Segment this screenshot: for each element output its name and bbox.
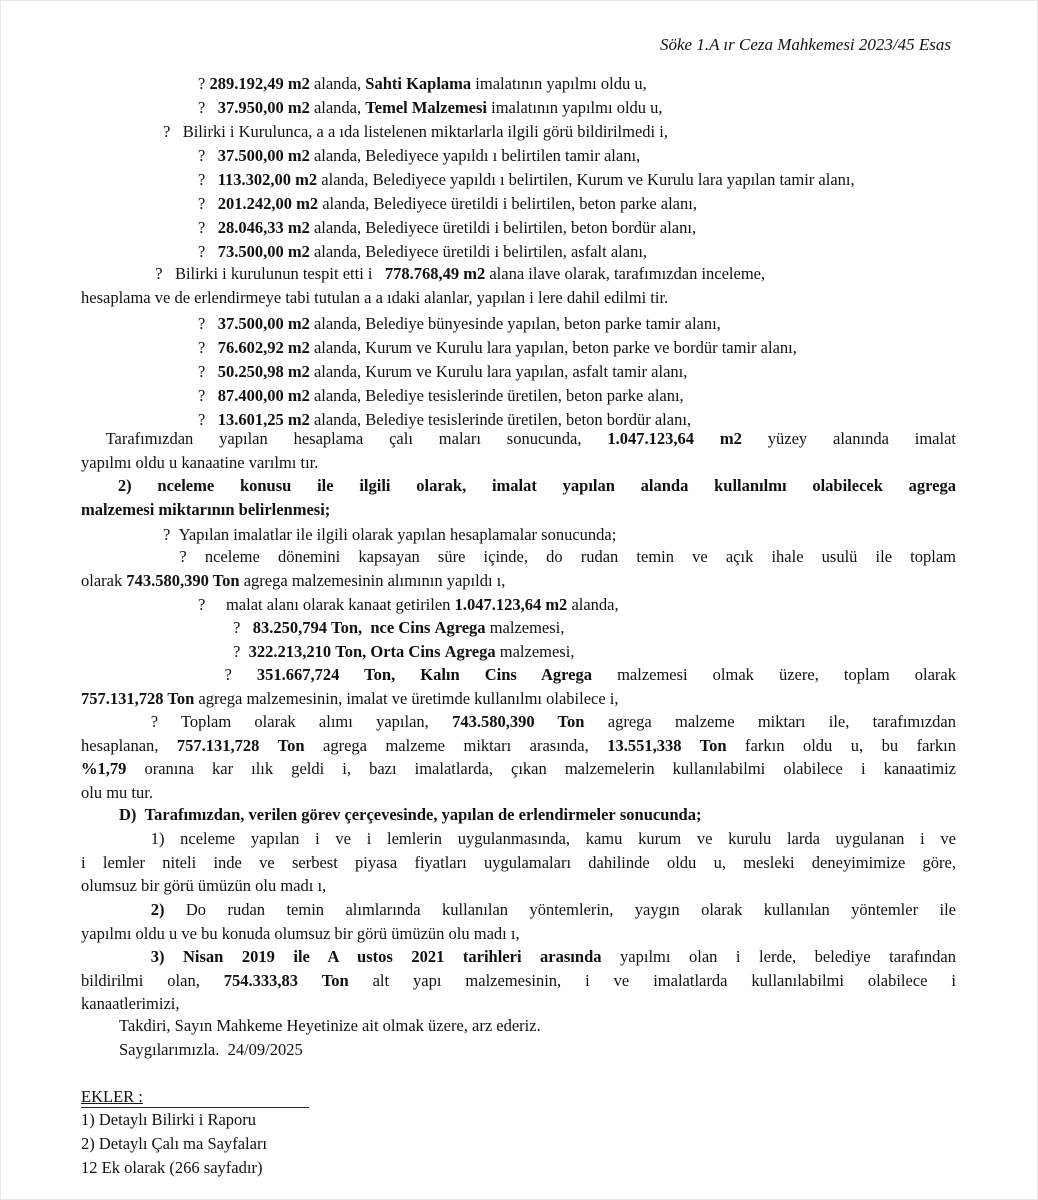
paragraph-line: olumsuz bir görü ümüzün olu madı ı, [81, 876, 327, 895]
list-item: ? 13.601,25 m2 alanda, Belediye tesislerinde üretilen, beton bordür alanı, [198, 410, 692, 429]
ekler-item-2: 2) Detaylı Çalı ma Sayfaları [81, 1134, 268, 1153]
list-item: ? 50.250,98 m2 alanda, Kurum ve Kurulu lara yapılan, asfalt tamir alanı, [198, 362, 688, 381]
text-line: ? 83.250,794 Ton, nce Cins Agrega malzemesi, [233, 618, 565, 637]
text-line: ? malat alanı olarak kanaat getirilen 1.047.123,64 m2 alanda, [198, 595, 619, 614]
paragraph-line: 757.131,728 Ton agrega malzemesinin, imalat ve üretimde kullanılmı olabilece i, [81, 688, 619, 708]
paragraph-line: ? Bilirki i kurulunun tespit etti i 778.768,49 m2 alana ilave olarak, tarafımızdan inceleme, [155, 264, 766, 283]
paragraph-line: i lemler niteli inde ve serbest piyasa fiyatları uygulamaları dahilinde oldu u, mesleki deneyimimize göre, [81, 852, 956, 872]
paragraph-line: hesaplama ve de erlendirmeye tabi tutulan a a ıdaki alanlar, yapılan i lere dahil edilmi tir. [81, 288, 669, 307]
paragraph-line: %1,79 oranına kar ılık geldi i, bazı imalatlarda, çıkan malzemelerin kullanılabilmi olabilece i kanaatimiz [81, 759, 956, 778]
list-item: ? 73.500,00 m2 alanda, Belediyece üretildi i belirtilen, asfalt alanı, [198, 242, 648, 261]
list-item: ? Bilirki i Kurulunca, a a ıda listelenen miktarlarla ilgili görü bildirilmedi i, [163, 122, 668, 141]
paragraph-line: kanaatlerimizi, [81, 994, 180, 1013]
ekler-item-1: 1) Detaylı Bilirki i Raporu [81, 1110, 257, 1129]
list-item: ? 37.500,00 m2 alanda, Belediye bünyesinde yapılan, beton parke tamir alanı, [198, 314, 721, 333]
paragraph-line: olu mu tur. [81, 782, 153, 802]
text-line: Takdiri, Sayın Mahkeme Heyetinize ait olmak üzere, arz ederiz. [119, 1016, 541, 1035]
paragraph-line: 3) Nisan 2019 ile A ustos 2021 tarihleri arasında yapılmı olan i lerde, belediye tarafından [150, 947, 956, 966]
paragraph-line: olarak 743.580,390 Ton agrega malzemesinin alımının yapıldı ı, [81, 570, 506, 590]
paragraph-line: ? nceleme dönemini kapsayan süre içinde, do rudan temin ve açık ihale usulü ile toplam [179, 547, 956, 566]
ekler-divider [81, 1107, 309, 1108]
list-item: ? 289.192,49 m2 alanda, Sahti Kaplama imalatının yapılmı oldu u, [198, 74, 647, 93]
paragraph-line: Tarafımızdan yapılan hesaplama çalı maları sonucunda, 1.047.123,64 m2 yüzey alanında imalat [105, 429, 956, 448]
text-line: D) Tarafımızdan, verilen görev çerçevesinde, yapılan de erlendirmeler sonucunda; [119, 805, 702, 824]
text-line: ? 322.213,210 Ton, Orta Cins Agrega malzemesi, [233, 642, 575, 661]
ekler-item-3: 12 Ek olarak (266 sayfadır) [81, 1158, 263, 1177]
list-item: ? 87.400,00 m2 alanda, Belediye tesislerinde üretilen, beton parke alanı, [198, 386, 684, 405]
list-item: ? 201.242,00 m2 alanda, Belediyece üretildi i belirtilen, beton parke alanı, [198, 194, 697, 213]
paragraph-line: 2) Do rudan temin alımlarında kullanılan yöntemlerin, yaygın olarak kullanılan yöntemler ile [150, 900, 956, 919]
paragraph-line: 1) nceleme yapılan i ve i lemlerin uygulanmasında, kamu kurum ve kurulu larda uygulanan i ve [150, 829, 956, 848]
text-line: Saygılarımızla. 24/09/2025 [119, 1040, 303, 1059]
paragraph-line: yapılmı oldu u ve bu konuda olumsuz bir görü ümüzün olu madı ı, [81, 923, 520, 943]
paragraph-line: yapılmı oldu u kanaatine varılmı tır. [81, 452, 319, 472]
text-line: ? Yapılan imalatlar ile ilgili olarak yapılan hesaplamalar sonucunda; [163, 525, 617, 544]
list-item: ? 28.046,33 m2 alanda, Belediyece üretildi i belirtilen, beton bordür alanı, [198, 218, 697, 237]
list-item: ? 37.950,00 m2 alanda, Temel Malzemesi imalatının yapılmı oldu u, [198, 98, 663, 117]
paragraph-line: hesaplanan, 757.131,728 Ton agrega malzeme miktarı arasında, 13.551,338 Ton farkın oldu u, bu farkın [81, 735, 956, 755]
paragraph-line: bildirilmi olan, 754.333,83 Ton alt yapı malzemesinin, i ve imalatlarda kullanılabilmi olabilece i [81, 970, 957, 990]
paragraph-line: 2) nceleme konusu ile ilgili olarak, imalat yapılan alanda kullanılmı olabilecek agrega [117, 476, 956, 495]
paragraph-line: malzemesi miktarının belirlenmesi; [81, 499, 331, 519]
ekler-title: EKLER : [81, 1087, 143, 1106]
paragraph-line: ? 351.667,724 Ton, Kalın Cins Agrega malzemesi olmak üzere, toplam olarak [224, 665, 956, 684]
page-header: Söke 1.A ır Ceza Mahkemesi 2023/45 Esas [659, 35, 951, 54]
list-item: ? 37.500,00 m2 alanda, Belediyece yapıldı ı belirtilen tamir alanı, [198, 146, 641, 165]
paragraph-line: ? Toplam olarak alımı yapılan, 743.580,390 Ton agrega malzeme miktarı ile, tarafımızdan [150, 712, 957, 731]
list-item: ? 113.302,00 m2 alanda, Belediyece yapıldı ı belirtilen, Kurum ve Kurulu lara yapılan tamir alanı, [198, 170, 855, 189]
list-item: ? 76.602,92 m2 alanda, Kurum ve Kurulu lara yapılan, beton parke ve bordür tamir alanı, [198, 338, 797, 357]
